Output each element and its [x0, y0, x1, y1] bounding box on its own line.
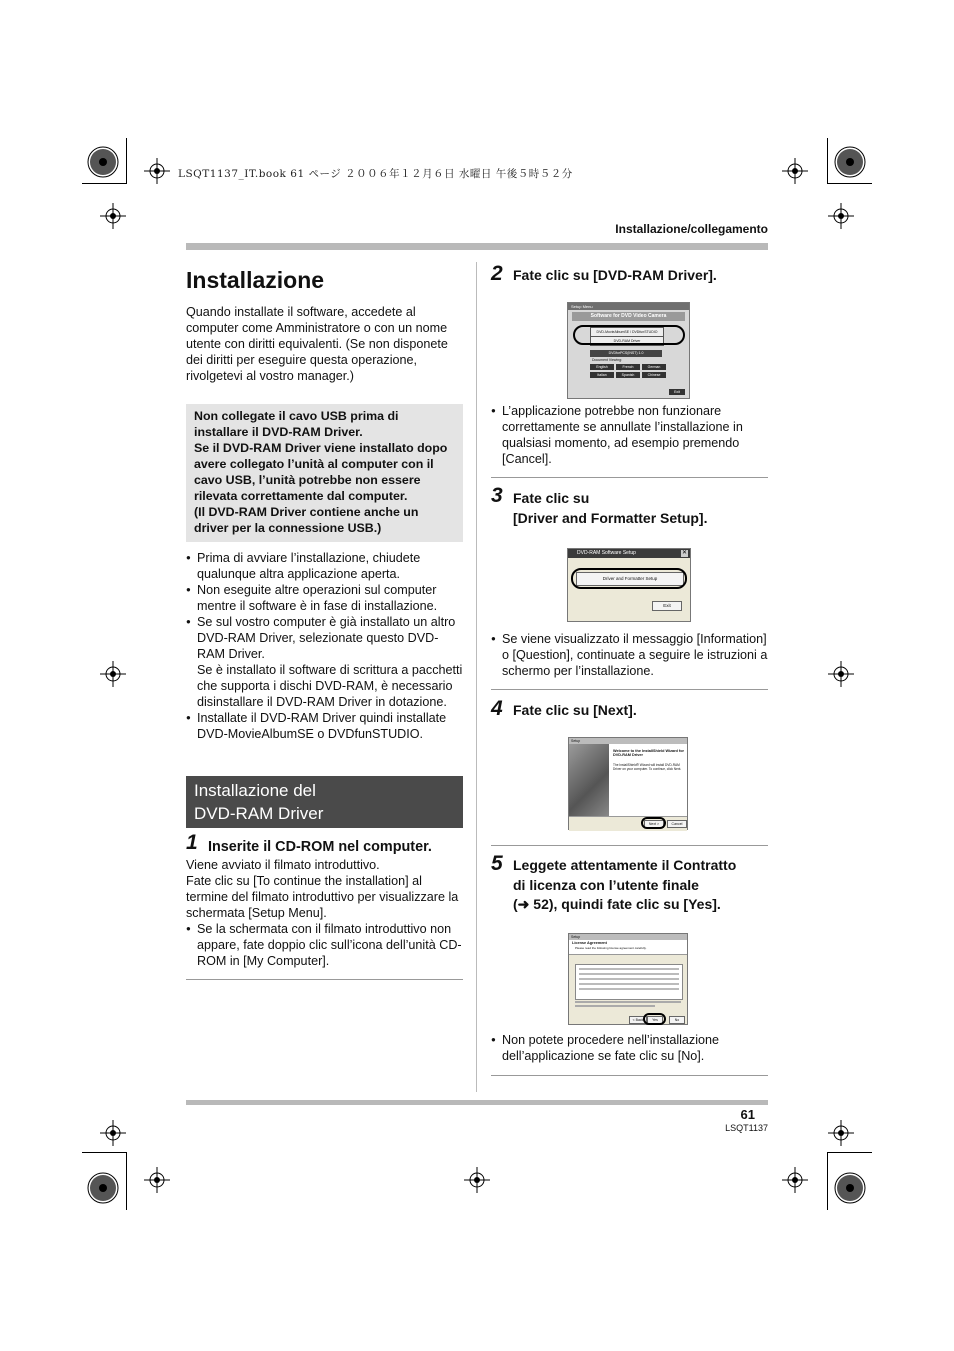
divider — [491, 1075, 768, 1076]
banner: Software for DVD Video Camera — [572, 312, 685, 321]
license-agreement-screenshot — [568, 933, 688, 1025]
registration-wheel-icon — [86, 145, 120, 179]
registration-wheel-icon — [86, 1171, 120, 1205]
step-number: 3 — [491, 484, 503, 507]
welcome-body: The InstallShield® Wizard will install DVD-RAM Driver on your computer. To continue, click Next. — [613, 763, 682, 771]
dvd-ram-setup-screenshot — [567, 548, 691, 622]
next-button[interactable]: Next > — [644, 820, 664, 828]
crosshair-icon — [464, 1167, 490, 1193]
dialog-header — [569, 940, 687, 955]
section-label: Installazione/collegamento — [615, 222, 768, 236]
step-number: 2 — [491, 262, 503, 285]
lang-button[interactable]: Chinese — [642, 372, 666, 378]
highlight-ellipse — [573, 325, 685, 345]
wizard-side-image — [569, 744, 609, 816]
window-titlebar: Setup — [569, 934, 687, 940]
column-divider — [476, 262, 477, 1092]
no-button[interactable]: No — [669, 1016, 685, 1024]
step-title: Fate clic su [Next]. — [513, 702, 637, 718]
window-titlebar: Setup — [569, 738, 687, 744]
precautions-list — [186, 550, 464, 742]
list-item: ● L’applicazione potrebbe non funzionare correttamente se annullate l’installazione in qualsiasi momento, ad esempio premendo [Cancel]. — [491, 403, 761, 467]
step5-bullets — [491, 1032, 761, 1064]
step-title-line: Fate clic su — [513, 490, 590, 506]
warning-line: (Il DVD-RAM Driver contiene anche un driver per la connessione USB.) — [194, 505, 419, 535]
license-heading: License Agreement — [572, 941, 607, 945]
question-text — [575, 1005, 655, 1007]
exit-button[interactable]: Exit — [652, 601, 682, 611]
lang-button[interactable]: German — [642, 364, 666, 370]
crosshair-icon — [828, 1120, 854, 1146]
divider — [491, 689, 768, 690]
step-title — [513, 488, 707, 528]
lang-label: Document Viewing: — [592, 358, 623, 362]
dvd-ram-driver-button[interactable]: DVD-RAM Driver — [590, 336, 664, 346]
cancel-button[interactable]: Cancel — [667, 820, 687, 828]
lang-button[interactable]: Italian — [590, 372, 614, 378]
license-text-area[interactable] — [575, 964, 683, 1000]
dvdforpcs-button[interactable]: DVDforPCS(INST) 1.0 — [590, 350, 662, 357]
installshield-welcome-screenshot — [568, 737, 688, 830]
list-item: ● Prima di avviare l’installazione, chiudete qualunque altra applicazione aperta. — [186, 550, 464, 582]
page-number: 61 — [740, 1107, 755, 1122]
registration-wheel-icon — [833, 1171, 867, 1205]
crosshair-icon — [144, 1167, 170, 1193]
step1-bullets — [186, 921, 464, 969]
list-item: ● Non eseguite altre operazioni sul computer mentre il software è in fase di installazione. — [186, 582, 464, 614]
step3-bullets — [491, 631, 768, 679]
bottom-rule — [186, 1100, 768, 1105]
setup-menu-screenshot — [567, 302, 690, 399]
license-subheading: Please read the following license agreement carefully. — [575, 946, 647, 950]
print-header: LSQT1137_IT.book 61 ページ ２００６年１２月６日 水曜日 午後５時５２分 — [178, 168, 573, 180]
step-title-line: di licenza con l’utente finale — [513, 876, 699, 893]
window-titlebar — [568, 549, 690, 558]
warning-line: Se il DVD-RAM Driver viene installato dopo avere collegato l’unità al computer con il cavo USB, l’unità potrebbe non essere rilevata correttamente dal computer. — [194, 441, 448, 503]
divider — [491, 477, 768, 478]
list-item: ● Se sul vostro computer è già installato un altro DVD-RAM Driver, selezionate questo DVD-RAM Driver. — [186, 614, 464, 662]
list-item: ● Se la schermata con il filmato introduttivo non appare, fate doppio clic sull’icona dell’unità CD-ROM in [My Computer]. — [186, 921, 464, 969]
page-title: Installazione — [186, 267, 325, 293]
lang-button[interactable]: English — [590, 364, 614, 370]
dvdmoviealbum-button[interactable]: DVD-MovieAlbumSE / DVDfunSTUDIO — [590, 327, 664, 337]
step1-text — [186, 857, 464, 969]
highlight-ellipse — [571, 568, 687, 589]
crosshair-icon — [144, 158, 170, 184]
language-buttons — [590, 364, 668, 378]
step2-bullets — [491, 403, 761, 467]
divider — [186, 979, 463, 980]
back-button[interactable]: < Back — [629, 1016, 647, 1024]
list-item: ● Se viene visualizzato il messaggio [Information] o [Question], continuate a seguire le istruzioni a schermo per l’installazione. — [491, 631, 768, 679]
top-rule — [186, 243, 768, 250]
driver-formatter-setup-button[interactable]: Driver and Formatter Setup — [576, 572, 684, 586]
question-text — [575, 1001, 681, 1003]
divider — [491, 845, 768, 846]
close-icon[interactable]: ✕ — [681, 550, 688, 556]
warning-line: Non collegate il cavo USB prima di installare il DVD-RAM Driver. — [194, 409, 399, 439]
crosshair-icon — [100, 203, 126, 229]
warning-box — [186, 404, 463, 542]
subheading-box — [186, 776, 463, 828]
list-item-continuation: Se è installato il software di scrittura a pacchetti che supporta i dischi DVD-RAM, è necessario disinstallare il DVD-RAM Driver in dotazione. — [197, 663, 463, 709]
highlight-ellipse — [641, 817, 666, 829]
lang-button[interactable]: French — [616, 364, 640, 370]
step-title-line: (➜ 52), quindi fate clic su [Yes]. — [513, 896, 721, 912]
step-number: 1 — [186, 831, 198, 854]
step1-text1: Viene avviato il filmato introduttivo. — [186, 858, 380, 872]
step-title: Fate clic su [DVD-RAM Driver]. — [513, 267, 717, 283]
crosshair-icon — [782, 158, 808, 184]
crosshair-icon — [100, 661, 126, 687]
step-number: 4 — [491, 697, 503, 720]
crosshair-icon — [828, 661, 854, 687]
step-title-line: [Driver and Formatter Setup]. — [513, 510, 708, 526]
subheading-line: DVD-RAM Driver — [194, 804, 324, 823]
yes-button[interactable]: Yes — [647, 1016, 663, 1024]
list-item: ● Installate il DVD-RAM Driver quindi installate DVD-MovieAlbumSE o DVDfunSTUDIO. — [186, 710, 464, 742]
crosshair-icon — [828, 203, 854, 229]
window-title: DVD-RAM Software Setup — [577, 550, 636, 556]
step-number: 5 — [491, 852, 503, 875]
step1-text2: Fate clic su [To continue the installation] al termine del filmato introduttivo per visualizzare la schermata [Setup Menu]. — [186, 874, 459, 920]
window-titlebar: Setup Menu — [568, 303, 689, 310]
crosshair-icon — [100, 1120, 126, 1146]
crosshair-icon — [782, 1167, 808, 1193]
subheading-line: Installazione del — [194, 781, 316, 800]
intro-text: Quando installate il software, accedete al computer come Amministratore o con un nome utente con diritti equivalenti. (Se non disponete dei diritti per eseguire questa operazione, rivolgetevi al vostro manager.) — [186, 305, 448, 383]
exit-button[interactable]: Exit — [669, 389, 685, 395]
step-title — [513, 856, 736, 915]
step-title-line: Leggete attentamente il Contratto — [513, 857, 737, 873]
lang-button[interactable]: Spanish — [616, 372, 640, 378]
registration-wheel-icon — [833, 145, 867, 179]
highlight-ellipse — [643, 1013, 666, 1025]
document-code: LSQT1137 — [725, 1123, 768, 1133]
step-title: Inserite il CD-ROM nel computer. — [208, 839, 432, 855]
list-item: ● Non potete procedere nell’installazione dell’applicazione se fate clic su [No]. — [491, 1032, 761, 1064]
welcome-heading: Welcome to the InstallShield Wizard for DVD-RAM Driver — [613, 749, 684, 757]
